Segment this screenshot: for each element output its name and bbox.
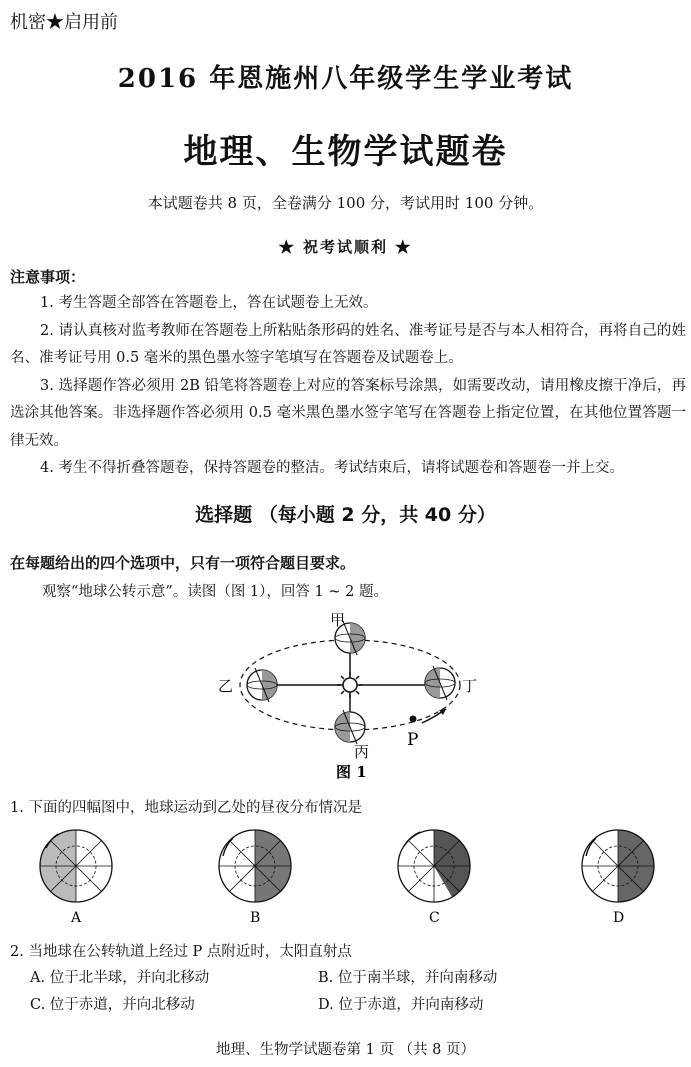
label-yi: 乙	[218, 677, 234, 695]
earth-icon	[425, 666, 455, 700]
option-label: D	[613, 910, 625, 924]
label-bing: 丙	[354, 743, 370, 761]
notice-item: 4. 考生不得折叠答题卷，保持答题卷的整洁。考试结束后，请将试题卷和答题卷一并上交。	[40, 460, 624, 476]
option-b-diagram	[215, 826, 297, 924]
paper-title: 地理、生物学试题卷	[183, 132, 508, 172]
option-d-diagram	[578, 826, 660, 924]
q2-option-c: C. 位于赤道，并向北移动	[30, 997, 195, 1013]
confidential-label: 机密★启用前	[10, 12, 118, 33]
notice-item: 1. 考生答题全部答在答题卷上，答在试题卷上无效。	[40, 295, 378, 311]
q2-option-a: A. 位于北半球，并向北移动	[30, 970, 210, 986]
exam-title: 2016 年恩施州八年级学生学业考试	[117, 64, 574, 94]
good-luck-line: ★ 祝考试顺利 ★	[278, 238, 413, 256]
option-label: C	[429, 910, 440, 924]
figure-caption: 图 1	[336, 763, 367, 781]
notice-list	[10, 290, 686, 483]
paper-subtitle: 本试题卷共 8 页，全卷满分 100 分，考试用时 100 分钟。	[147, 194, 544, 212]
sun-icon	[337, 672, 363, 698]
label-jia: 甲	[330, 611, 346, 629]
label-ding: 丁	[462, 677, 478, 695]
earth-icon	[335, 710, 365, 744]
q2-option-d: D. 位于赤道，并向南移动	[318, 997, 484, 1013]
option-label: A	[71, 910, 82, 924]
option-c-diagram	[394, 826, 476, 924]
section-instruction: 在每题给出的四个选项中，只有一项符合题目要求。	[10, 554, 356, 572]
question-2-stem: 2. 当地球在公转轨道上经过 P 点附近时，太阳直射点	[10, 944, 352, 960]
q2-option-b: B. 位于南半球，并向南移动	[318, 970, 498, 986]
arrow-icon	[439, 709, 446, 715]
label-p: P	[407, 730, 419, 750]
point-p-marker	[410, 716, 417, 723]
page-footer: 地理、生物学试题卷第 1 页 （共 8 页）	[216, 1042, 475, 1058]
figure-intro: 观察“地球公转示意”。读图（图 1），回答 1 ~ 2 题。	[42, 584, 388, 600]
option-label: B	[250, 910, 261, 924]
question-1-stem: 1. 下面的四幅图中，地球运动到乙处的昼夜分布情况是	[10, 800, 362, 816]
notice-heading: 注意事项：	[10, 268, 86, 286]
notice-item: 2. 请认真核对监考教师在答题卷上所粘贴条形码的姓名、准考证号是否与本人相符合，再将自己的姓名、准考证号用 0.5 毫米的黑色墨水签字笔填写在答题卷及试题卷上。	[10, 322, 686, 366]
notice-item: 3. 选择题作答必须用 2B 铅笔将答题卷上对应的答案标号涂黑，如需要改动，请用橡皮擦干净后，再选涂其他答案。非选择题作答必须用 0.5 毫米黑色墨水签字笔写在答题卷上指定位置，在其他位置答题一律无效。	[10, 377, 686, 449]
earth-icon	[247, 668, 277, 702]
option-a-diagram	[36, 826, 118, 924]
section-title: 选择题 （每小题 2 分，共 40 分）	[195, 504, 496, 526]
earth-revolution-diagram	[200, 605, 500, 785]
